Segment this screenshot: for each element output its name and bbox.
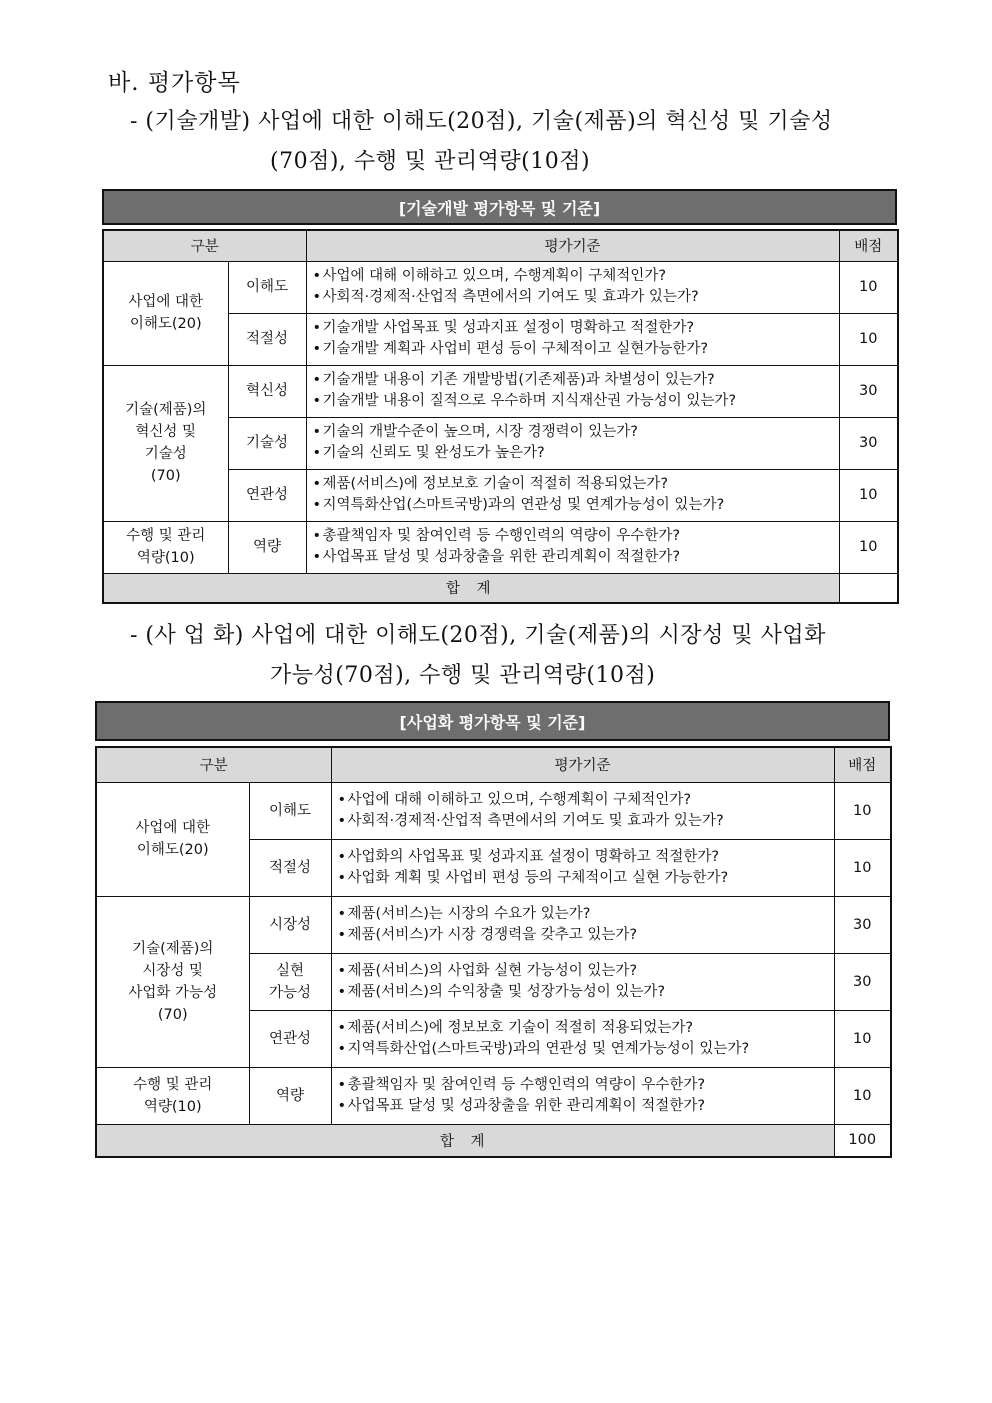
category-cell: [103, 521, 228, 573]
header-row: [103, 230, 898, 261]
criteria-item: • 제품(서비스)의 수익창출 및 성장가능성이 있는가?: [338, 982, 834, 1003]
header-category: 구분: [96, 747, 331, 782]
category-cell: [96, 1067, 249, 1124]
criteria-item: • 제품(서비스)에 정보보호 기술이 적절히 적용되었는가?: [338, 1018, 834, 1039]
criteria-cell: [306, 469, 839, 521]
category-line: 기술(제품)의: [132, 940, 214, 957]
total-row: [103, 573, 898, 603]
table-row: [103, 521, 898, 573]
total-score: [839, 573, 898, 603]
category-line: 사업에 대한: [128, 294, 204, 310]
criteria-cell: [306, 313, 839, 365]
score-cell: 10: [834, 782, 891, 839]
subcategory-line: 적절성: [245, 331, 289, 347]
criteria-item: • 기술개발 내용이 질적으로 우수하며 지식재산권 가능성이 있는가?: [313, 391, 839, 412]
category-line: 수행 및 관리: [133, 1076, 213, 1093]
header-category: 구분: [103, 230, 306, 261]
criteria-item: • 기술개발 내용이 기존 개발방법(기존제품)과 차별성이 있는가?: [313, 370, 839, 391]
subcategory-cell: [228, 261, 306, 313]
header-score: 배점: [834, 747, 891, 782]
criteria-cell: [331, 1067, 834, 1124]
criteria-item: • 사업화의 사업목표 및 성과지표 설정이 명확하고 적절한가?: [338, 847, 834, 868]
header-row: [96, 747, 891, 782]
biz-criteria-table: [95, 746, 892, 1158]
total-label: 합 계: [103, 573, 839, 603]
criteria-item: • 제품(서비스)의 사업화 실현 가능성이 있는가?: [338, 961, 834, 982]
score-cell: 10: [834, 839, 891, 896]
criteria-cell: [331, 1010, 834, 1067]
criteria-cell: [306, 417, 839, 469]
table-row: [96, 1067, 891, 1124]
subcategory-cell: [228, 521, 306, 573]
criteria-item: • 지역특화산업(스마트국방)과의 연관성 및 연계가능성이 있는가?: [338, 1039, 834, 1060]
subcategory-line: 연관성: [268, 1030, 312, 1047]
tech-criteria-table: [102, 229, 899, 604]
criteria-item: • 제품(서비스)가 시장 경쟁력을 갖추고 있는가?: [338, 925, 834, 946]
score-cell: 10: [839, 261, 898, 313]
total-label: 합 계: [96, 1124, 834, 1157]
criteria-item: • 제품(서비스)에 정보보호 기술이 적절히 적용되었는가?: [313, 474, 839, 495]
total-row: [96, 1124, 891, 1157]
subcategory-line: 기술성: [245, 435, 289, 451]
category-line: 역량(10): [136, 550, 195, 566]
criteria-item: • 총괄책임자 및 참여인력 등 수행인력의 역량이 우수한가?: [338, 1075, 834, 1096]
score-cell: 30: [839, 365, 898, 417]
subcategory-cell: [249, 839, 331, 896]
criteria-item: • 지역특화산업(스마트국방)과의 연관성 및 연계가능성이 있는가?: [313, 495, 839, 516]
section-title: 바. 평가항목: [108, 70, 241, 96]
criteria-item: • 기술의 개발수준이 높으며, 시장 경쟁력이 있는가?: [313, 422, 839, 443]
subcategory-line: 역량: [253, 539, 282, 555]
category-line: 시장성 및: [142, 962, 204, 979]
criteria-item: • 기술개발 계획과 사업비 편성 등이 구체적이고 실현가능한가?: [313, 339, 839, 360]
criteria-cell: [331, 953, 834, 1010]
category-line: 사업화 가능성: [128, 984, 218, 1001]
subcategory-line: 가능성: [268, 984, 312, 1001]
category-line: 기술성: [144, 446, 187, 462]
category-line: 역량(10): [143, 1098, 202, 1115]
subcategory-cell: [228, 313, 306, 365]
table-row: [103, 365, 898, 417]
category-line: (70): [157, 1006, 188, 1023]
subcategory-cell: [228, 365, 306, 417]
subcategory-line: 시장성: [268, 916, 312, 933]
category-cell: [96, 896, 249, 1067]
criteria-item: • 기술의 신뢰도 및 완성도가 높은가?: [313, 443, 839, 464]
subcategory-line: 이해도: [268, 802, 312, 819]
subcategory-line: 역량: [276, 1087, 305, 1104]
biz-table-banner: [사업화 평가항목 및 기준]: [95, 701, 890, 741]
criteria-cell: [306, 261, 839, 313]
score-cell: 30: [839, 417, 898, 469]
score-cell: 10: [834, 1067, 891, 1124]
subcategory-line: 실현: [276, 962, 305, 979]
intro-biz-line1: - (사 업 화) 사업에 대한 이해도(20점), 기술(제품)의 시장성 및 사업화: [130, 623, 826, 648]
score-cell: 10: [839, 469, 898, 521]
score-cell: 30: [834, 896, 891, 953]
subcategory-cell: [249, 782, 331, 839]
criteria-item: • 사업목표 달성 및 성과창출을 위한 관리계획이 적절한가?: [338, 1096, 834, 1117]
subcategory-line: 이해도: [245, 279, 289, 295]
score-cell: 10: [839, 313, 898, 365]
tech-table-banner: [기술개발 평가항목 및 기준]: [102, 189, 897, 225]
criteria-item: • 사업에 대해 이해하고 있으며, 수행계획이 구체적인가?: [313, 266, 839, 287]
table-row: [96, 896, 891, 953]
criteria-cell: [331, 782, 834, 839]
criteria-cell: [331, 839, 834, 896]
criteria-item: • 사업에 대해 이해하고 있으며, 수행계획이 구체적인가?: [338, 790, 834, 811]
criteria-item: • 기술개발 사업목표 및 성과지표 설정이 명확하고 적절한가?: [313, 318, 839, 339]
criteria-item: • 제품(서비스)는 시장의 수요가 있는가?: [338, 904, 834, 925]
subcategory-cell: [228, 469, 306, 521]
score-cell: 10: [834, 1010, 891, 1067]
category-cell: [96, 782, 249, 896]
category-cell: [103, 261, 228, 365]
score-cell: 30: [834, 953, 891, 1010]
subcategory-cell: [249, 1010, 331, 1067]
intro-biz-line2: 가능성(70점), 수행 및 관리역량(10점): [270, 663, 656, 688]
criteria-item: • 사업목표 달성 및 성과창출을 위한 관리계획이 적절한가?: [313, 547, 839, 568]
criteria-cell: [306, 521, 839, 573]
criteria-item: • 총괄책임자 및 참여인력 등 수행인력의 역량이 우수한가?: [313, 526, 839, 547]
category-line: 이해도(20): [129, 316, 202, 332]
category-line: 수행 및 관리: [126, 528, 206, 544]
subcategory-cell: [249, 953, 331, 1010]
subcategory-cell: [249, 896, 331, 953]
table-row: [103, 261, 898, 313]
subcategory-line: 적절성: [268, 859, 312, 876]
criteria-item: • 사회적·경제적·산업적 측면에서의 기여도 및 효과가 있는가?: [313, 287, 839, 308]
category-line: 이해도(20): [136, 842, 209, 858]
criteria-cell: [306, 365, 839, 417]
table-row: [96, 782, 891, 839]
category-cell: [103, 365, 228, 521]
total-score: 100: [834, 1124, 891, 1157]
header-criteria: 평가기준: [306, 230, 839, 261]
category-line: 혁신성 및: [135, 424, 197, 440]
subcategory-line: 혁신성: [245, 383, 289, 399]
criteria-cell: [331, 896, 834, 953]
subcategory-cell: [249, 1067, 331, 1124]
header-criteria: 평가기준: [331, 747, 834, 782]
header-score: 배점: [839, 230, 898, 261]
subcategory-cell: [228, 417, 306, 469]
category-line: 사업에 대한: [135, 820, 211, 836]
criteria-item: • 사업화 계획 및 사업비 편성 등의 구체적이고 실현 가능한가?: [338, 868, 834, 889]
criteria-item: • 사회적·경제적·산업적 측면에서의 기여도 및 효과가 있는가?: [338, 811, 834, 832]
intro-tech-line1: - (기술개발) 사업에 대한 이해도(20점), 기술(제품)의 혁신성 및 기술성: [130, 109, 833, 134]
category-line: (70): [150, 468, 181, 484]
intro-tech-line2: (70점), 수행 및 관리역량(10점): [270, 149, 591, 174]
score-cell: 10: [839, 521, 898, 573]
category-line: 기술(제품)의: [125, 402, 207, 418]
subcategory-line: 연관성: [245, 487, 289, 503]
